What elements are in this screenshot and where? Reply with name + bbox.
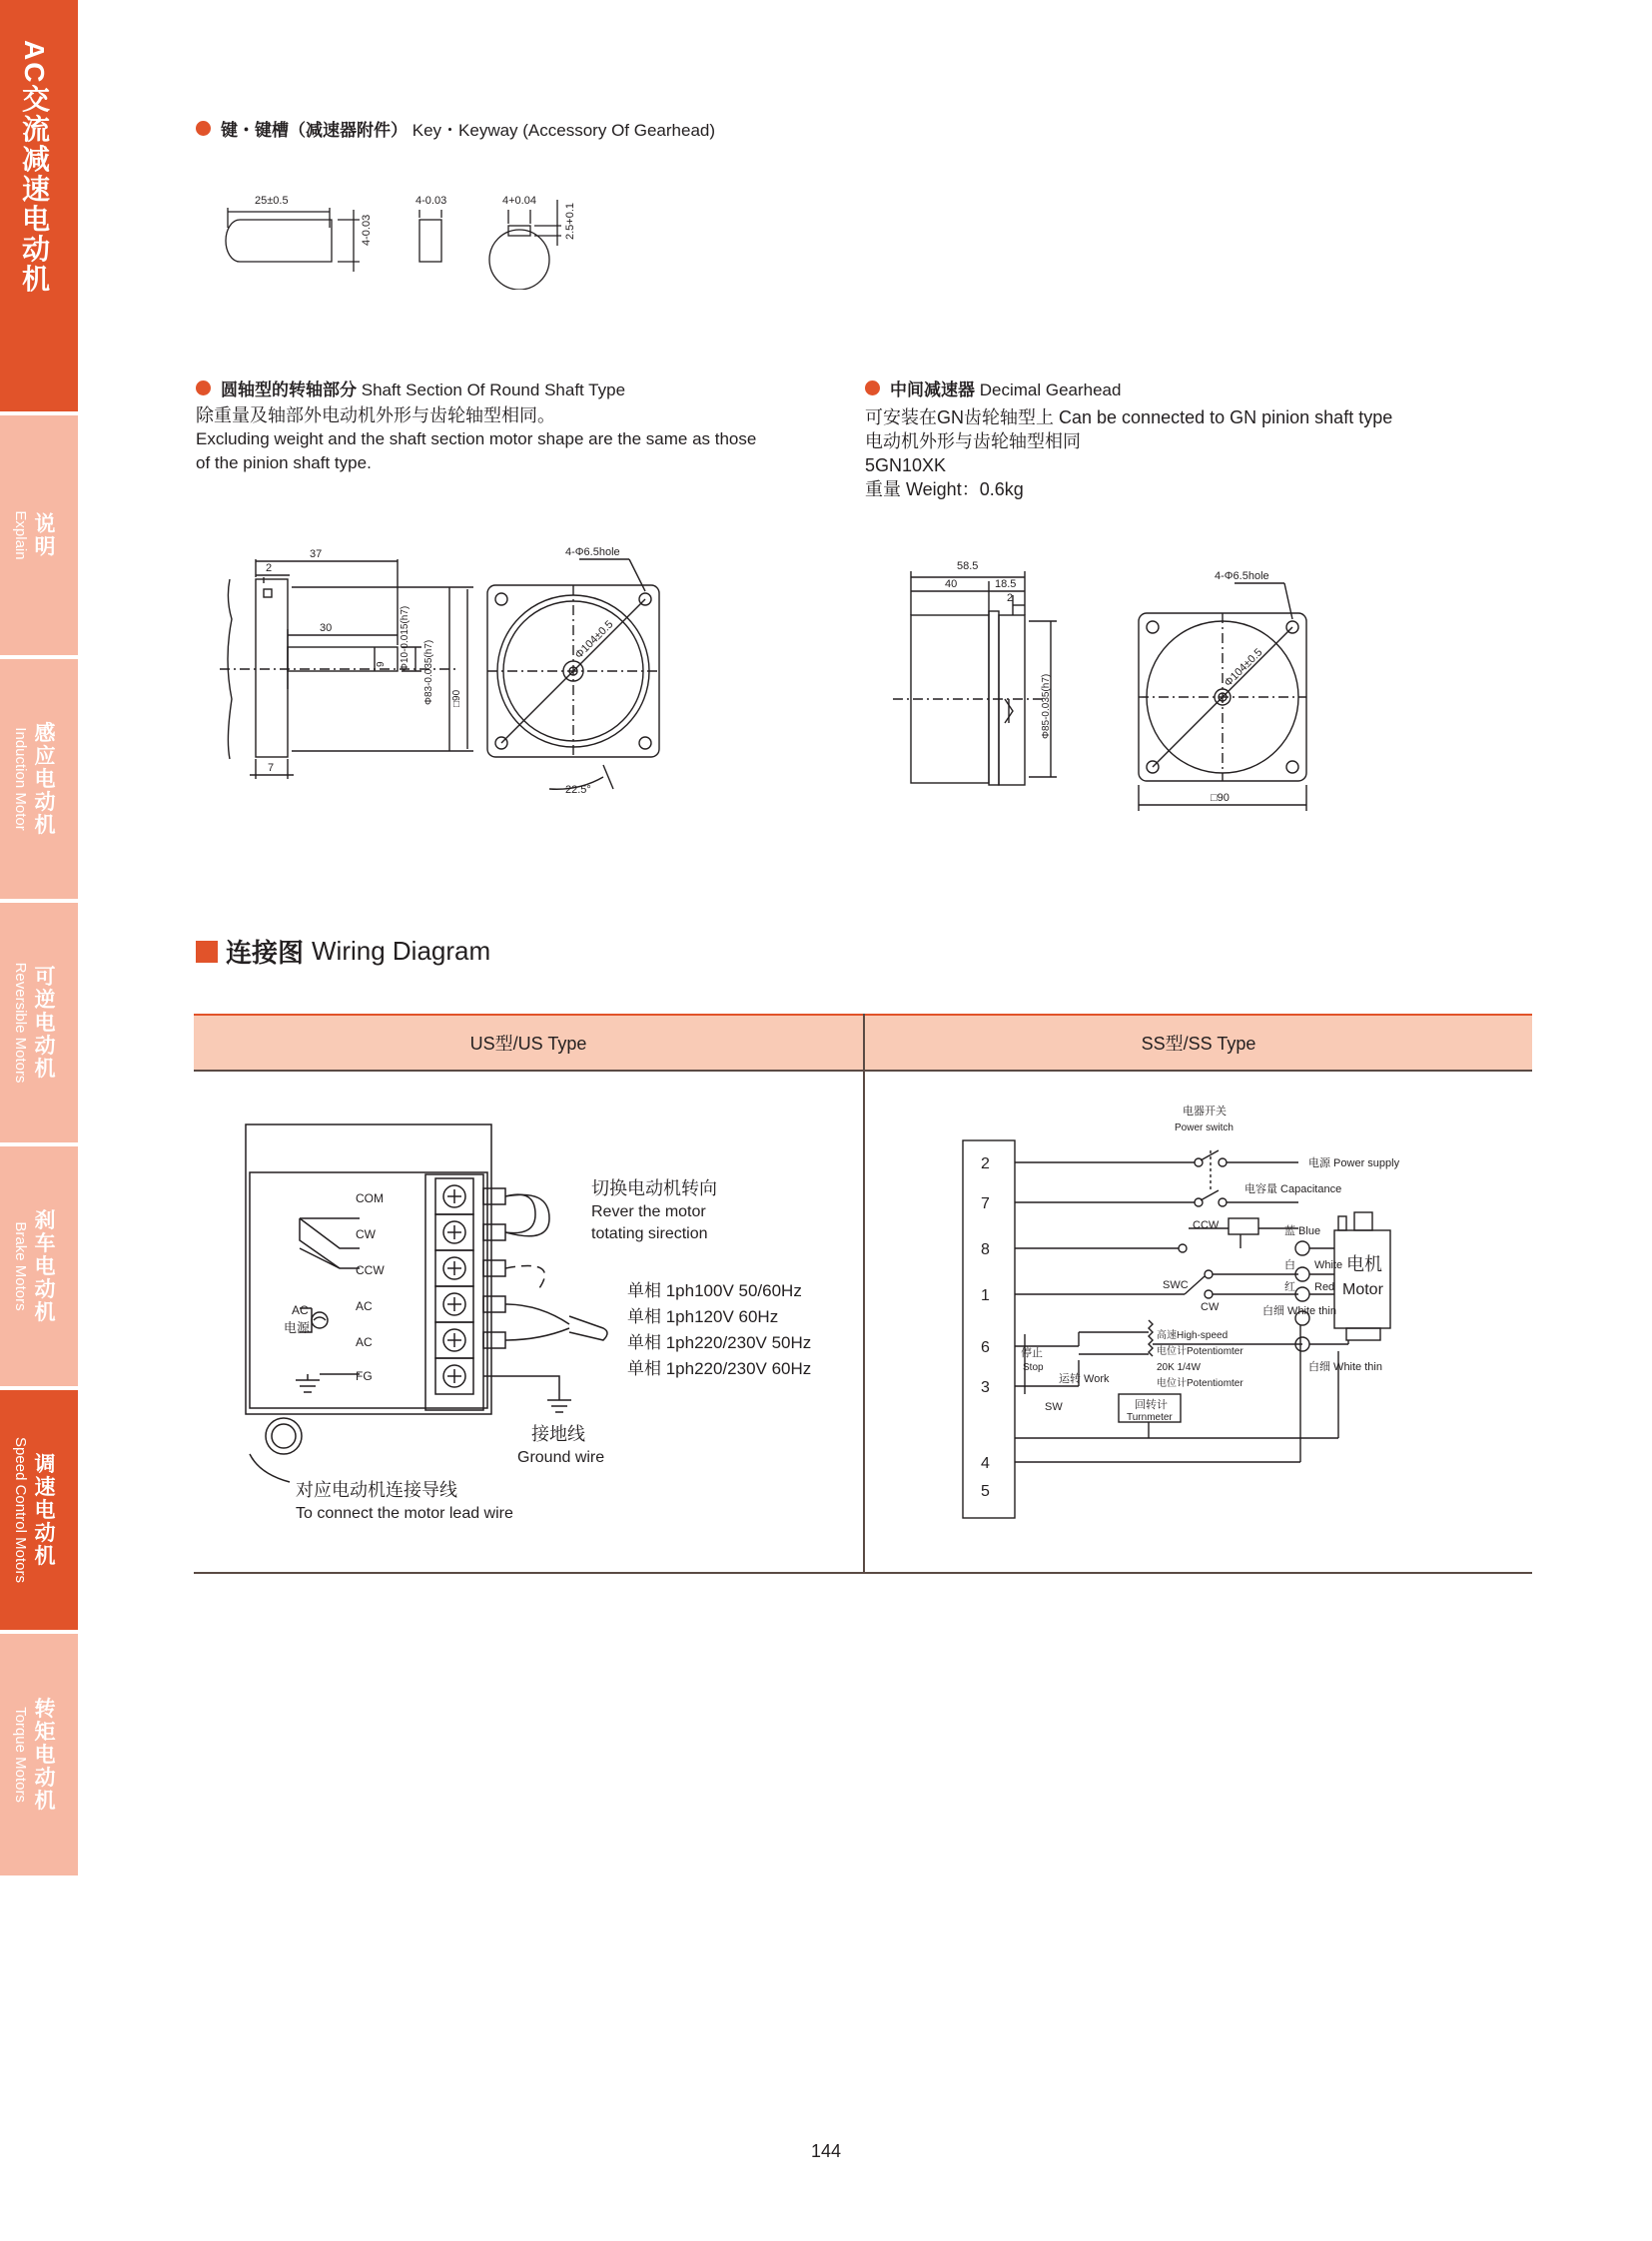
motor-cn: 电机 [1346,1254,1382,1274]
sidebar-item-sublabel: Brake Motors [12,1221,29,1311]
reverse-en-1: Rever the motor [591,1203,706,1220]
key-width-dim: 4-0.03 [415,195,447,207]
pin-label: 1 [981,1287,990,1304]
sidebar-item-label: 调速电动机 [32,1452,55,1568]
swc-label: SWC [1163,1279,1189,1291]
ss-type-label: SS型/SS Type [1141,1034,1256,1054]
pin-label: 2 [981,1155,990,1172]
sidebar-title-text: AC交流减速电动机 [19,40,50,295]
sidebar-item-torque[interactable] [0,1634,78,1875]
sidebar-item-label: 转矩电动机 [32,1697,55,1813]
blue-label: 蓝 Blue [1284,1225,1321,1237]
key-drawing [210,180,609,290]
dim-square: □90 [451,689,462,707]
motor-en: Motor [1342,1281,1383,1298]
reverse-en-2: totating sirection [591,1225,708,1242]
sidebar-item-label: 可逆电动机 [32,965,55,1081]
power-supply-label: 电源 Power supply [1308,1157,1400,1169]
decimal-title-en: Decimal Gearhead [979,380,1122,399]
turnmeter-en: Turnmeter [1127,1412,1173,1423]
sidebar-item-reversible[interactable] [0,903,78,1142]
sidebar-item-sublabel: Torque Motors [12,1707,29,1803]
ground-en: Ground wire [517,1449,605,1466]
dim-holes-b: 4-Φ6.5hole [1215,570,1269,582]
work-label: 运转 Work [1059,1373,1110,1385]
round-shaft-title-en: Shaft Section Of Round Shaft Type [361,380,626,399]
sidebar-item-sublabel: Speed Control Motors [12,1437,29,1583]
terminal-label: AC [356,1335,373,1349]
white-thin-2: 白细 White thin [1308,1361,1382,1373]
dim-7: 7 [268,762,275,774]
decimal-gearhead-description [865,405,1464,501]
round-shaft-description [196,403,815,475]
terminal-label: AC [356,1299,373,1313]
wiring-title-en: Wiring Diagram [312,936,491,966]
dim-shaft-dia: Φ10-0.015(h7) [400,605,411,671]
stop-en: Stop [1023,1362,1044,1373]
key-section-heading [196,116,715,141]
sidebar-item-induction[interactable] [0,659,78,899]
ac-supply-label: 电源 [284,1320,311,1335]
key-title-cn: 键・键槽（减速器附件） [221,121,408,140]
sidebar-item-label: 说明 [32,512,55,558]
round-shaft-desc-cn: 除重量及轴部外电动机外形与齿轮轴型相同。 [196,405,555,425]
supply-line: 单相 1ph120V 60Hz [627,1307,779,1326]
decimal-model: 5GN10XK [865,455,947,475]
dim-square-b: □90 [1211,792,1230,804]
square-bullet-icon [196,941,218,963]
key-length-dim: 25±0.5 [255,195,289,207]
pot-label-1: 高速High-speed [1157,1330,1229,1341]
decimal-title-cn: 中间减速器 [890,380,975,399]
bullet-icon [196,380,211,395]
us-terminal-block [284,1178,607,1412]
sidebar-item-sublabel: Induction Motor [12,727,29,831]
red-cn: 红 [1284,1281,1295,1293]
decimal-line-2: 电动机外形与齿轮轴型相同 [865,431,1081,451]
dim-30: 30 [320,622,333,634]
ss-type-header [865,1014,1532,1072]
wiring-heading [196,933,490,970]
cw-label: CW [1201,1301,1220,1313]
terminal-label: CCW [356,1263,385,1277]
decimal-gearhead-drawing [889,549,1328,819]
supply-line: 单相 1ph220/230V 50Hz [627,1333,812,1352]
dim-body-dia-b: Φ85-0.035(h7) [1041,673,1052,739]
sidebar-item-explain[interactable] [0,415,78,655]
lead-cn: 对应电动机连接导线 [296,1480,457,1500]
dim-58-5: 58.5 [957,560,979,572]
key-title-en: Key・Keyway (Accessory Of Gearhead) [412,121,716,140]
sidebar-item-label: 刹车电动机 [32,1208,55,1324]
key-height-dim: 4-0.03 [361,214,373,246]
dim-angle: 22.5° [565,784,591,796]
terminal-label: COM [356,1191,384,1205]
lead-en: To connect the motor lead wire [296,1505,513,1522]
us-type-header [194,1014,863,1072]
pot-label-3: 20K 1/4W [1157,1362,1201,1373]
dim-9: 9 [376,661,387,667]
dim-18-5: 18.5 [995,578,1017,590]
sidebar [0,0,78,1875]
reverse-cn: 切换电动机转向 [591,1178,717,1198]
pin-label: 5 [981,1483,990,1500]
decimal-weight: 重量 Weight：0.6kg [865,479,1024,499]
sidebar-item-label: 感应电动机 [32,721,55,837]
pot-label-4: 电位计Potentiomter [1157,1378,1243,1389]
table-bottom-rule [194,1572,1532,1574]
power-switch-en: Power switch [1175,1122,1234,1133]
dim-2b: 2 [1007,592,1014,604]
stop-cn: 停止 [1021,1347,1043,1359]
round-shaft-heading [196,375,625,400]
round-shaft-desc-en-1: Excluding weight and the shaft section motor shape are the same as those [196,429,757,448]
pin-label: 3 [981,1379,990,1396]
round-shaft-title-cn: 圆轴型的转轴部分 [221,380,357,399]
ss-wiring-diagram [929,1099,1488,1538]
dim-40: 40 [945,578,958,590]
round-shaft-desc-en-2: of the pinion shaft type. [196,453,372,472]
power-switch-cn: 电器开关 [1183,1106,1227,1118]
dim-37: 37 [310,548,323,560]
pin-label: 8 [981,1241,990,1258]
sidebar-item-speed-control[interactable] [0,1390,78,1630]
white-thin-1: 白细 White thin [1262,1305,1336,1317]
sidebar-title [0,0,78,411]
sw-label: SW [1045,1401,1063,1413]
ac-label: AC [292,1303,309,1317]
sidebar-item-sublabel: Reversible Motors [12,962,29,1084]
table-divider [863,1014,865,1573]
pin-label: 7 [981,1195,990,1212]
decimal-gearhead-heading [865,375,1121,400]
white-cn: 白 [1284,1259,1295,1271]
sidebar-item-sublabel: Explain [12,510,29,560]
round-shaft-drawing [220,539,679,809]
dim-pcd: Φ104±0.5 [572,618,616,662]
page-number: 144 [810,2141,842,2161]
bullet-icon [865,380,880,395]
turnmeter-cn: 回转计 [1135,1399,1168,1411]
terminal-label: FG [356,1369,373,1383]
pot-label-2: 电位计Potentiomter [1157,1346,1243,1357]
capacitance-label: 电容量 Capacitance [1244,1183,1342,1195]
ground-cn: 接地线 [531,1424,585,1444]
wiring-title-cn: 连接图 [226,938,305,968]
us-wiring-diagram [240,1119,839,1538]
supply-line: 单相 1ph220/230V 60Hz [627,1359,812,1378]
decimal-line-1: 可安装在GN齿轮轴型上 Can be connected to GN pinion shaft type [865,407,1393,427]
sidebar-item-brake[interactable] [0,1146,78,1386]
dim-pcd-b: Φ104±0.5 [1222,646,1265,690]
bullet-icon [196,121,211,136]
white-en: White [1314,1259,1343,1271]
dim-holes: 4-Φ6.5hole [565,546,620,558]
pin-label: 6 [981,1339,990,1356]
supply-line: 单相 1ph100V 50/60Hz [627,1281,802,1300]
ccw-label: CCW [1193,1219,1220,1231]
keyway-depth-dim: 2.5+0.1 [564,202,576,240]
pin-label: 4 [981,1455,990,1472]
keyway-width-dim: 4+0.04 [502,195,536,207]
dim-2: 2 [266,562,273,574]
us-type-label: US型/US Type [469,1034,587,1054]
red-en: Red [1314,1281,1335,1293]
terminal-label: CW [356,1227,376,1241]
dim-body-dia: Φ83-0.035(h7) [423,639,434,705]
